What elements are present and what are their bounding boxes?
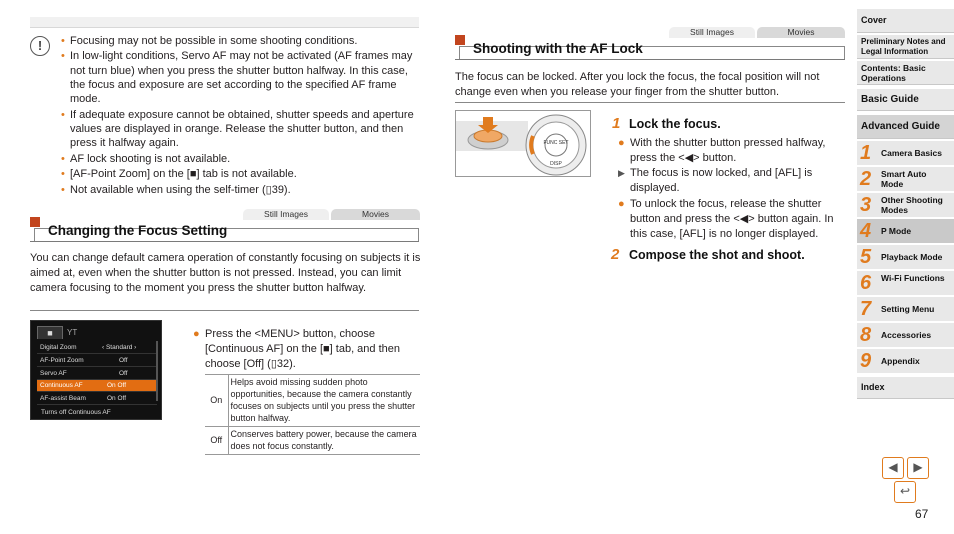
- note-item: • If adequate exposure cannot be obtained, shutter speeds and aperture values are displayed in orange. Release the shutter button, and then press it halfway again.: [63, 108, 423, 151]
- menu-scrollbar: [156, 341, 158, 401]
- settings-tab-icon: ΥΤ: [67, 328, 78, 337]
- menu-row-value: On Off: [107, 395, 127, 402]
- option-key: On: [205, 375, 228, 427]
- chapter-number: 5: [860, 246, 872, 268]
- step-title: Compose the shot and shoot.: [629, 248, 805, 262]
- chapter-number: 2: [860, 168, 872, 190]
- chapter-title: Wi-Fi Functions: [881, 273, 945, 283]
- chapter-number: 1: [860, 142, 872, 164]
- step-bullet: [618, 197, 850, 242]
- heading-square-icon: [455, 35, 465, 45]
- menu-hint: Turns off Continuous AF: [41, 409, 111, 416]
- table-row: [205, 427, 420, 455]
- sidebar-item-index[interactable]: [857, 377, 954, 399]
- divider: [30, 310, 419, 311]
- sidebar-chapter-6[interactable]: [857, 271, 954, 296]
- menu-row-value: ‹ Standard ›: [102, 344, 137, 351]
- sidebar-chapter-7[interactable]: [857, 297, 954, 322]
- chapter-number: 9: [860, 350, 872, 372]
- back-button[interactable]: ↩: [894, 481, 916, 503]
- chapter-title: Appendix: [881, 356, 920, 366]
- sidebar-chapter-5[interactable]: [857, 245, 954, 270]
- menu-row: [37, 368, 157, 380]
- sidebar-chapter-1[interactable]: [857, 141, 954, 166]
- note-item: • AF lock shooting is not available.: [63, 152, 423, 166]
- option-key: Off: [205, 427, 228, 455]
- sidebar-item-contents[interactable]: [857, 61, 954, 85]
- step-result-text: The focus is now locked, and [AFL] is displayed.: [630, 167, 813, 194]
- step-bullet: [618, 136, 850, 166]
- step-bullet-text: To unlock the focus, release the shutter button and press the <◀> button again. In this case, [AFL] is no longer displayed.: [630, 198, 834, 240]
- af-lock-body: The focus can be locked. After you lock the focus, the focal position will not change even when you release your finger from the shutter button.: [455, 71, 820, 98]
- sidebar-item-basic-guide[interactable]: [857, 89, 954, 111]
- page-number: 67: [915, 507, 929, 521]
- sidebar-chapter-8[interactable]: [857, 323, 954, 348]
- menu-row-selected: [37, 380, 157, 392]
- camera-menu-screenshot: [30, 320, 162, 420]
- menu-row-value: Off: [119, 370, 128, 377]
- menu-row-label: AF-assist Beam: [40, 395, 86, 402]
- sidebar-chapter-9[interactable]: [857, 349, 954, 374]
- chapter-number: 6: [860, 272, 872, 294]
- menu-row-label: Continuous AF: [40, 382, 83, 389]
- sidebar-item-label: Index: [861, 382, 885, 392]
- tab-movies: Movies: [757, 27, 845, 38]
- arrow-icon: ▶: [618, 168, 625, 178]
- sidebar-item-label: Contents: Basic Operations: [861, 63, 926, 83]
- sidebar-item-label: Advanced Guide: [861, 121, 940, 132]
- menu-row-value: Off: [119, 357, 128, 364]
- sidebar-chapter-4[interactable]: [857, 219, 954, 244]
- note-item: • Not available when using the self-timer (▯39).: [63, 183, 423, 197]
- section-title: Shooting with the AF Lock: [473, 41, 643, 56]
- step-title: Lock the focus.: [629, 117, 721, 131]
- focus-body: You can change default camera operation of constantly focusing on subjects it is aimed at, even when the shutter button is not pressed. Instead, you can limit camera focusing to the moment you press the shutter button halfway.: [30, 252, 421, 294]
- chapter-title: P Mode: [881, 226, 912, 236]
- chapter-title: Other Shooting Modes: [881, 195, 943, 215]
- option-desc: Helps avoid missing sudden photo opportunities, because the camera constantly focuses on subjects until you press the shutter button halfway.: [228, 375, 420, 427]
- table-row: [205, 375, 420, 427]
- press-instruction: [193, 327, 425, 372]
- chapter-title: Setting Menu: [881, 304, 935, 314]
- divider: [455, 102, 845, 103]
- caution-notes: [63, 34, 423, 198]
- sidebar-item-label: Cover: [861, 15, 887, 25]
- menu-row-label: AF-Point Zoom: [40, 357, 84, 364]
- section-title: Changing the Focus Setting: [48, 223, 228, 238]
- menu-row-value: On Off: [107, 382, 127, 389]
- sidebar-chapter-3[interactable]: [857, 193, 954, 218]
- af-lock-section-heading: [455, 38, 845, 60]
- heading-square-icon: [30, 217, 40, 227]
- chapter-number: 7: [860, 298, 872, 320]
- step-result: [618, 166, 850, 196]
- step-number: 2: [611, 246, 620, 263]
- step-bullet-text: With the shutter button pressed halfway, press the <◀> button.: [630, 137, 826, 164]
- chapter-title: Smart Auto Mode: [881, 169, 927, 189]
- chapter-title: Camera Basics: [881, 148, 942, 158]
- menu-row-label: Servo AF: [40, 370, 67, 377]
- sidebar-item-label: Basic Guide: [861, 94, 919, 105]
- focus-section-heading: [30, 220, 419, 242]
- chapter-title: Playback Mode: [881, 252, 943, 262]
- bullet-icon: ●: [193, 328, 200, 340]
- sidebar-item-cover[interactable]: [857, 9, 954, 33]
- dial-bottom-label: DISP: [550, 161, 562, 167]
- next-page-button[interactable]: ▶: [907, 457, 929, 479]
- dial-center-label: FUNC SET: [543, 140, 569, 146]
- chapter-number: 4: [860, 220, 872, 242]
- note-item: • Focusing may not be possible in some shooting conditions.: [63, 34, 423, 48]
- mode-tabs: [669, 27, 845, 38]
- sidebar-item-label: Preliminary Notes and Legal Information: [861, 37, 946, 56]
- top-rule: [30, 17, 419, 28]
- caution-icon: !: [30, 36, 50, 56]
- step-number: 1: [612, 115, 621, 132]
- menu-row-label: Digital Zoom: [40, 344, 77, 351]
- note-item: • In low-light conditions, Servo AF may not be activated (AF frames may not turn blue) when you press the shutter button halfway. In this case, the focus and exposure are set according to the specified AF frame mode.: [63, 49, 423, 106]
- option-desc: Conserves battery power, because the camera does not focus constantly.: [228, 427, 420, 455]
- menu-row: [37, 342, 157, 354]
- press-instruction-text: Press the <MENU> button, choose [Continuous AF] on the [■] tab, and then choose [Off] (▯32).: [205, 328, 400, 370]
- chapter-number: 3: [860, 194, 872, 216]
- tab-still-images: Still Images: [243, 209, 329, 220]
- options-table: [205, 374, 420, 455]
- chapter-title: Accessories: [881, 330, 932, 340]
- camera-tab-icon: ■: [37, 326, 63, 339]
- mode-tabs: [243, 209, 420, 220]
- sidebar-item-advanced-guide[interactable]: [857, 115, 954, 139]
- chapter-number: 8: [860, 324, 872, 346]
- tab-still-images: Still Images: [669, 27, 755, 38]
- camera-illustration: [455, 110, 591, 177]
- note-item: • [AF-Point Zoom] on the [■] tab is not available.: [63, 167, 423, 181]
- previous-page-button[interactable]: ◀: [882, 457, 904, 479]
- sidebar-item-prelim[interactable]: [857, 35, 954, 59]
- menu-row: [37, 355, 157, 367]
- sidebar-chapter-2[interactable]: [857, 167, 954, 192]
- bullet-icon: ●: [618, 137, 625, 149]
- tab-movies: Movies: [331, 209, 420, 220]
- bullet-icon: ●: [618, 198, 625, 210]
- shutter-dial-diagram: [456, 111, 591, 177]
- menu-row: [37, 393, 157, 405]
